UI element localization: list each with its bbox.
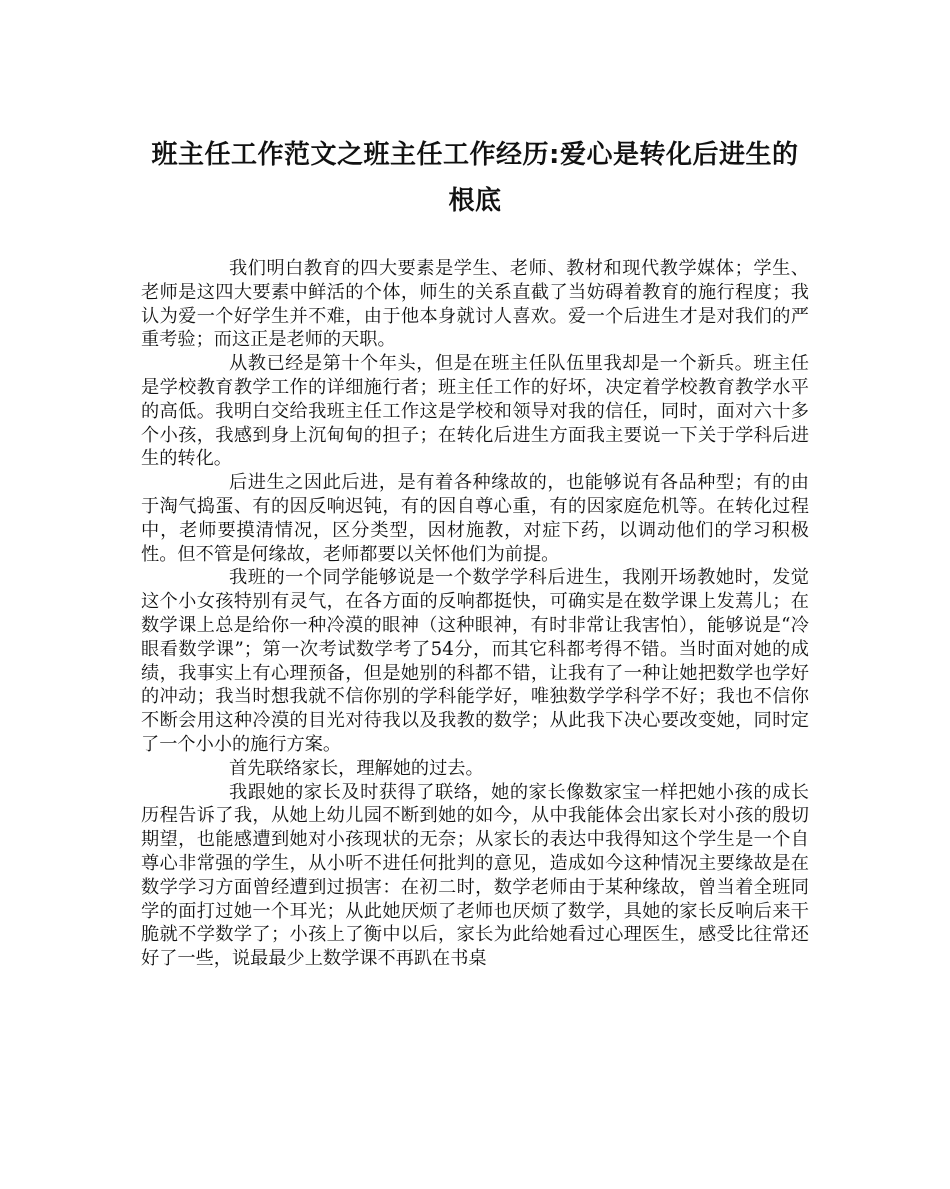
paragraph: 从教已经是第十个年头，但是在班主任队伍里我却是一个新兵。班主任是学校教育教学工作的详细施行者；班主任工作的好坏，决定着学校教育教学水平的高低。我明白交给我班主任工作这是学校和领导对我的信任，同时，面对六十多个小孩，我感到身上沉甸甸的担子；在转化后进生方面我主要说一下关于学科后进生的转化。	[141, 353, 809, 470]
paragraph: 首先联络家长，理解她的过去。	[229, 757, 484, 779]
paragraph: 我们明白教育的四大要素是学生、老师、教材和现代教学媒体；学生、老师是这四大要素中鲜活的个体，师生的关系直截了当妨碍着教育的施行程度；我认为爱一个好学生并不难，由于他本身就讨人喜欢。爱一个后进生才是对我们的严重考验；而这正是老师的天职。	[141, 258, 809, 351]
paragraph: 我跟她的家长及时获得了联络，她的家长像数家宝一样把她小孩的成长历程告诉了我，从她上幼儿园不断到她的如今，从中我能体会出家长对小孩的殷切期望，也能感遭到她对小孩现状的无奈；从家长的表达中我得知这个学生是一个自尊心非常强的学生，从小听不进任何批判的意见，造成如今这种情况主要缘故是在数学学习方面曾经遭到过损害：在初二时，数学老师由于某种缘故，曾当着全班同学的面打过她一个耳光；从此她厌烦了老师也厌烦了数学，具她的家长反响后来干脆就不学数学了；小孩上了衡中以后，家长为此给她看过心理医生，感受比往常还好了一些，说最最少上数学课不再趴在书桌	[141, 781, 809, 970]
paragraph: 后进生之因此后进，是有着各种缘故的，也能够说有各品种型；有的由于淘气捣蛋、有的因反响迟钝，有的因自尊心重，有的因家庭危机等。在转化过程中，老师要摸清情况，区分类型，因材施教，对症下药，以调动他们的学习积极性。但不管是何缘故，老师都要以关怀他们为前提。	[141, 472, 809, 565]
paragraph: 我班的一个同学能够说是一个数学学科后进生，我刚开场教她时，发觉这个小女孩特别有灵气，在各方面的反响都挺快，可确实是在数学课上发蔫儿；在数学课上总是给你一种冷漠的眼神（这种眼神，有时非常让我害怕），能够说是“冷眼看数学课”；第一次考试数学考了54分，而其它科都考得不错。当时面对她的成绩，我事实上有心理预备，但是她别的科都不错，让我有了一种让她把数学也学好的冲动；我当时想我就不信你别的学科能学好，唯独数学学科学不好；我也不信你不断会用这种冷漠的目光对待我以及我教的数学；从此我下决心要改变她，同时定了一个小小的施行方案。	[141, 567, 809, 755]
document-title: 班主任工作范文之班主任工作经历:爱心是转化后进生的根底	[151, 140, 799, 216]
document-body	[141, 257, 809, 971]
